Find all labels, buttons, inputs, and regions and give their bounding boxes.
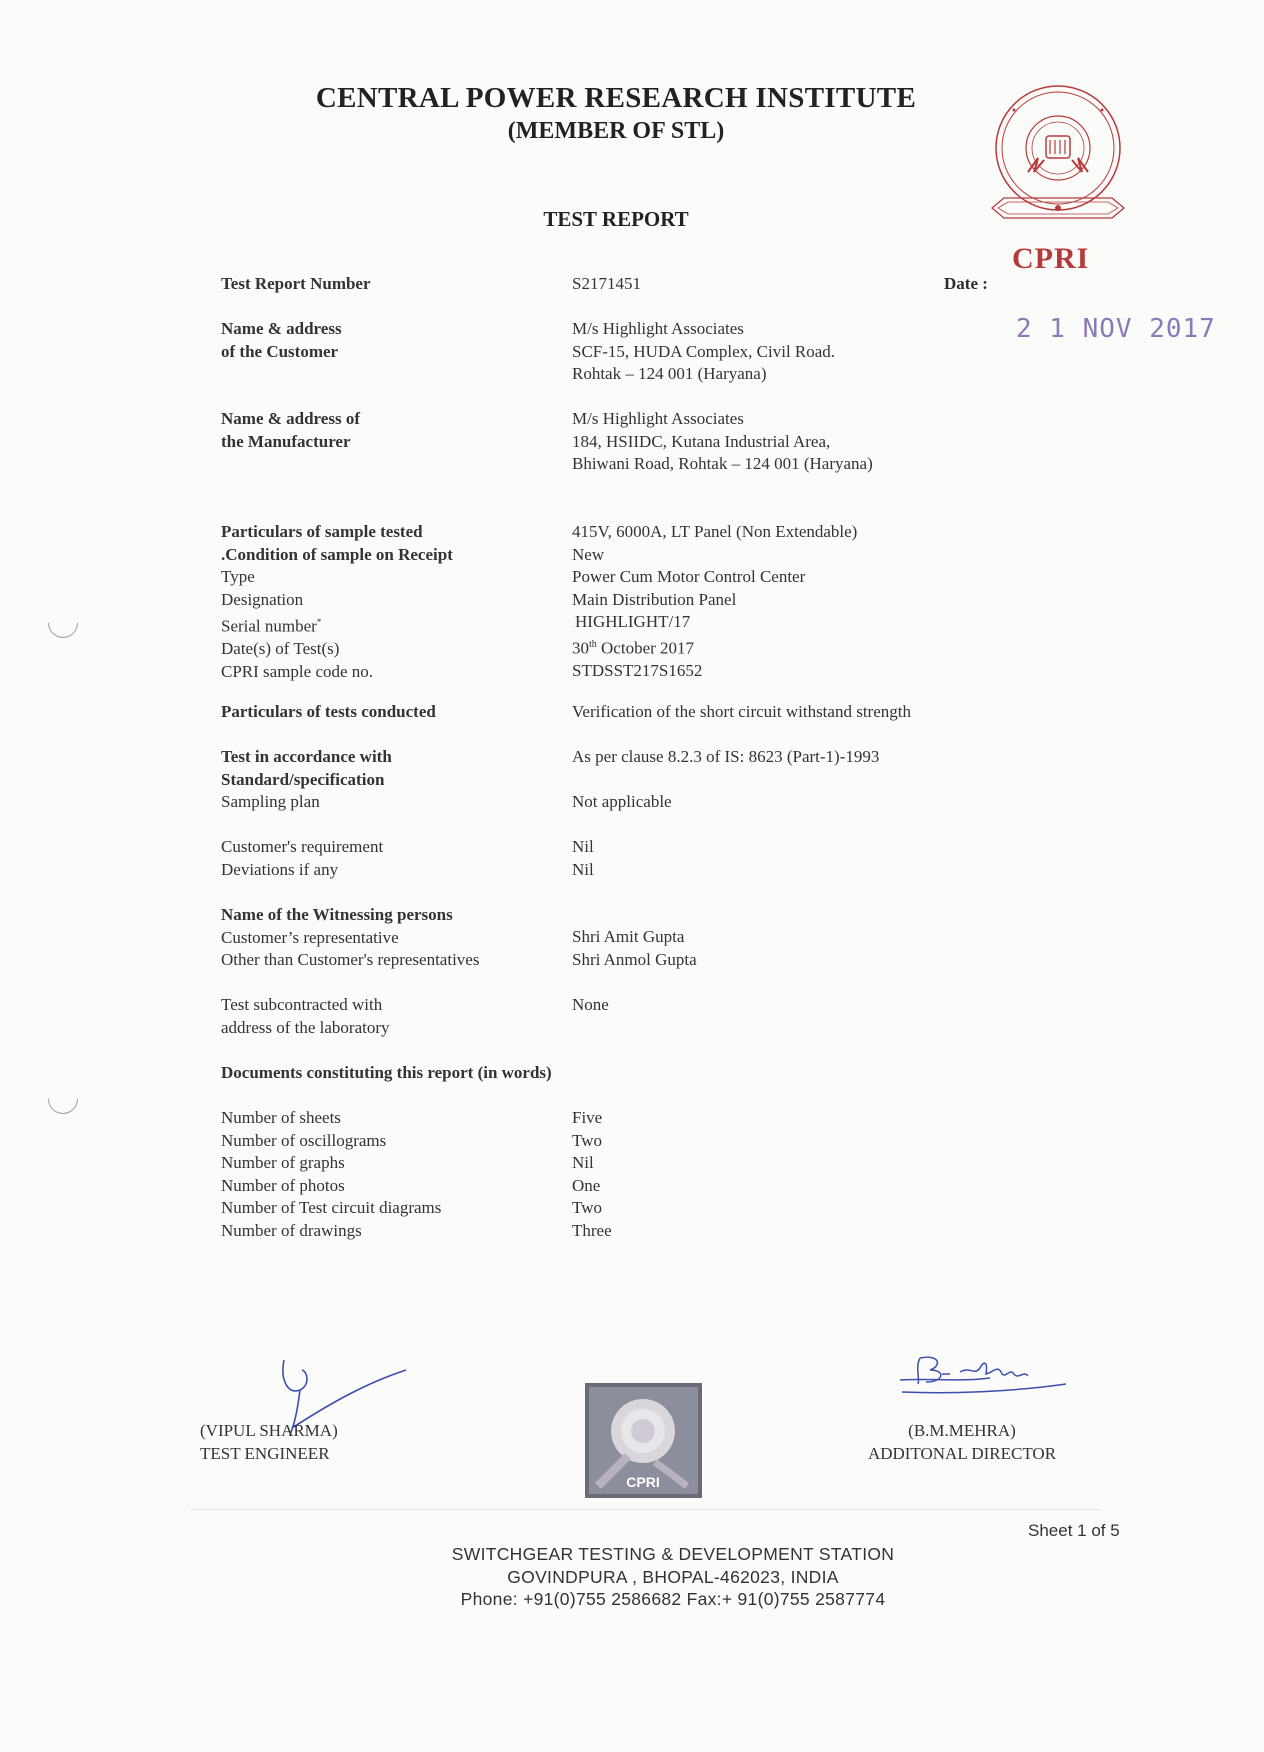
standard-value: As per clause 8.2.3 of IS: 8623 (Part-1)-1993 — [572, 747, 880, 766]
witness-heading: Name of the Witnessing persons — [221, 905, 453, 924]
right-signatory-name: (B.M.MEHRA) — [908, 1421, 1016, 1440]
sample-date-label: Date(s) of Test(s) — [221, 639, 340, 659]
customer-address — [572, 318, 992, 386]
sample-designation-value: Main Distribution Panel — [572, 589, 737, 609]
customer-address-line: M/s Highlight Associates — [572, 319, 744, 338]
manufacturer-address — [572, 408, 992, 476]
documents-item-label: Number of Test circuit diagrams — [221, 1198, 442, 1217]
institute-member: (MEMBER OF STL) — [507, 118, 725, 144]
documents-item-value: Three — [572, 1220, 612, 1240]
date-day: 30 — [572, 638, 589, 658]
punch-hole-mark — [42, 1078, 84, 1120]
right-signatory-title: ADDITONAL DIRECTOR — [867, 1444, 1057, 1463]
serial-label-text: Serial number — [221, 616, 317, 636]
manufacturer-address-line: Bhiwani Road, Rohtak – 124 001 (Haryana) — [572, 454, 873, 473]
manufacturer-label-line: the Manufacturer — [221, 431, 351, 451]
footer-station: SWITCHGEAR TESTING & DEVELOPMENT STATION — [451, 1544, 895, 1564]
footer-address-line: GOVINDPURA , BHOPAL-462023, INDIA — [507, 1566, 839, 1587]
sample-type-label: Type — [221, 567, 255, 586]
documents-item-label: Number of sheets — [221, 1108, 341, 1127]
witness-values — [572, 926, 992, 971]
subcontract-value: None — [572, 995, 609, 1014]
witness-other-value: Shri Anmol Gupta — [572, 949, 697, 969]
documents-values — [572, 1107, 992, 1242]
manufacturer-label-line: Name & address of — [221, 409, 360, 428]
sample-type-value: Power Cum Motor Control Center — [572, 567, 806, 586]
documents-item-value: Nil — [572, 1153, 594, 1172]
documents-item-label: Number of graphs — [221, 1153, 345, 1172]
manufacturer-label — [221, 408, 551, 453]
cpri-seal-icon — [984, 80, 1132, 240]
hologram-seal-icon — [585, 1383, 702, 1498]
documents-item-value: Two — [572, 1198, 602, 1217]
subcontract-label — [221, 994, 551, 1039]
standard-label-line: Test in accordance with — [221, 747, 392, 766]
cpri-logo-text: CPRI — [1012, 242, 1090, 275]
left-signatory-title: TEST ENGINEER — [200, 1444, 330, 1463]
manufacturer-address-line: M/s Highlight Associates — [572, 409, 744, 428]
sample-designation-label: Designation — [221, 589, 304, 609]
report-title: TEST REPORT — [543, 207, 689, 231]
sample-particulars-value: 415V, 6000A, LT Panel (Non Extendable) — [572, 522, 858, 541]
deviations-label: Deviations if any — [221, 859, 339, 879]
sample-code-label: CPRI sample code no. — [221, 661, 374, 681]
witness-customer-value: Shri Amit Gupta — [572, 927, 685, 946]
footer-address — [0, 1543, 1264, 1611]
documents-item-label: Number of oscillograms — [221, 1130, 387, 1150]
sample-serial-value: HIGHLIGHT/17 — [575, 612, 691, 631]
right-signatory — [832, 1419, 1092, 1465]
sample-values — [572, 521, 992, 682]
date-suffix: th — [589, 638, 597, 650]
signature-right-icon — [890, 1348, 1080, 1408]
footer-divider — [190, 1509, 1100, 1510]
requirement-value: Nil — [572, 837, 594, 856]
sampling-label: Sampling plan — [221, 792, 320, 811]
institute-name: CENTRAL POWER RESEARCH INSTITUTE — [315, 82, 917, 114]
documents-item-value: Two — [572, 1130, 602, 1150]
left-signatory — [200, 1419, 338, 1465]
customer-label — [221, 318, 551, 363]
hologram-text: CPRI — [626, 1474, 660, 1490]
sample-serial-label: Serial number* — [221, 616, 322, 636]
requirement-label: Customer's requirement — [221, 837, 384, 856]
customer-address-line: SCF-15, HUDA Complex, Civil Road. — [572, 341, 836, 361]
customer-label-line: Name & address — [221, 319, 342, 338]
report-number-value: S2171451 — [572, 274, 641, 293]
sample-code-value: STDSST217S1652 — [572, 660, 703, 680]
left-signatory-name: (VIPUL SHARMA) — [200, 1421, 338, 1440]
sample-condition-label: .Condition of sample on Receipt — [221, 544, 453, 564]
standard-label — [221, 746, 551, 791]
punch-hole-mark — [42, 602, 84, 644]
tests-conducted-label: Particulars of tests conducted — [221, 702, 436, 721]
customer-label-line: of the Customer — [221, 341, 339, 361]
sample-particulars-label: Particulars of sample tested — [221, 522, 423, 541]
requirement-values — [572, 836, 992, 881]
report-number-label: Test Report Number — [221, 274, 371, 293]
date-stamp: 2 1 NOV 2017 — [1016, 314, 1216, 344]
sample-date-value — [572, 634, 992, 660]
sample-condition-value: New — [572, 544, 605, 564]
documents-item-value: One — [572, 1175, 601, 1195]
documents-heading: Documents constituting this report (in words) — [221, 1063, 552, 1082]
documents-item-value: Five — [572, 1108, 603, 1127]
tests-conducted-value: Verification of the short circuit withstand strength — [572, 702, 911, 721]
sheet-number: Sheet 1 of 5 — [1028, 1521, 1120, 1540]
documents-item-label: Number of photos — [221, 1175, 345, 1195]
subcontract-label-line: Test subcontracted with — [221, 995, 383, 1014]
sample-labels — [221, 521, 551, 683]
customer-address-line: Rohtak – 124 001 (Haryana) — [572, 364, 767, 383]
witness-customer-label: Customer’s representative — [221, 927, 399, 947]
requirement-labels — [221, 836, 551, 881]
manufacturer-address-line: 184, HSIIDC, Kutana Industrial Area, — [572, 431, 831, 451]
date-rest: October 2017 — [596, 638, 695, 658]
standard-label-line: Standard/specification — [221, 769, 385, 789]
witness-other-label: Other than Customer's representatives — [221, 950, 480, 969]
documents-labels — [221, 1107, 551, 1242]
sampling-value: Not applicable — [572, 792, 672, 811]
date-label: Date : — [944, 274, 988, 293]
footer-phone: Phone: +91(0)755 2586682 Fax:+ 91(0)755 2587774 — [460, 1589, 886, 1609]
subcontract-label-line: address of the laboratory — [221, 1017, 390, 1037]
deviations-value: Nil — [572, 859, 594, 879]
documents-item-label: Number of drawings — [221, 1220, 362, 1240]
witness-labels — [221, 904, 581, 972]
